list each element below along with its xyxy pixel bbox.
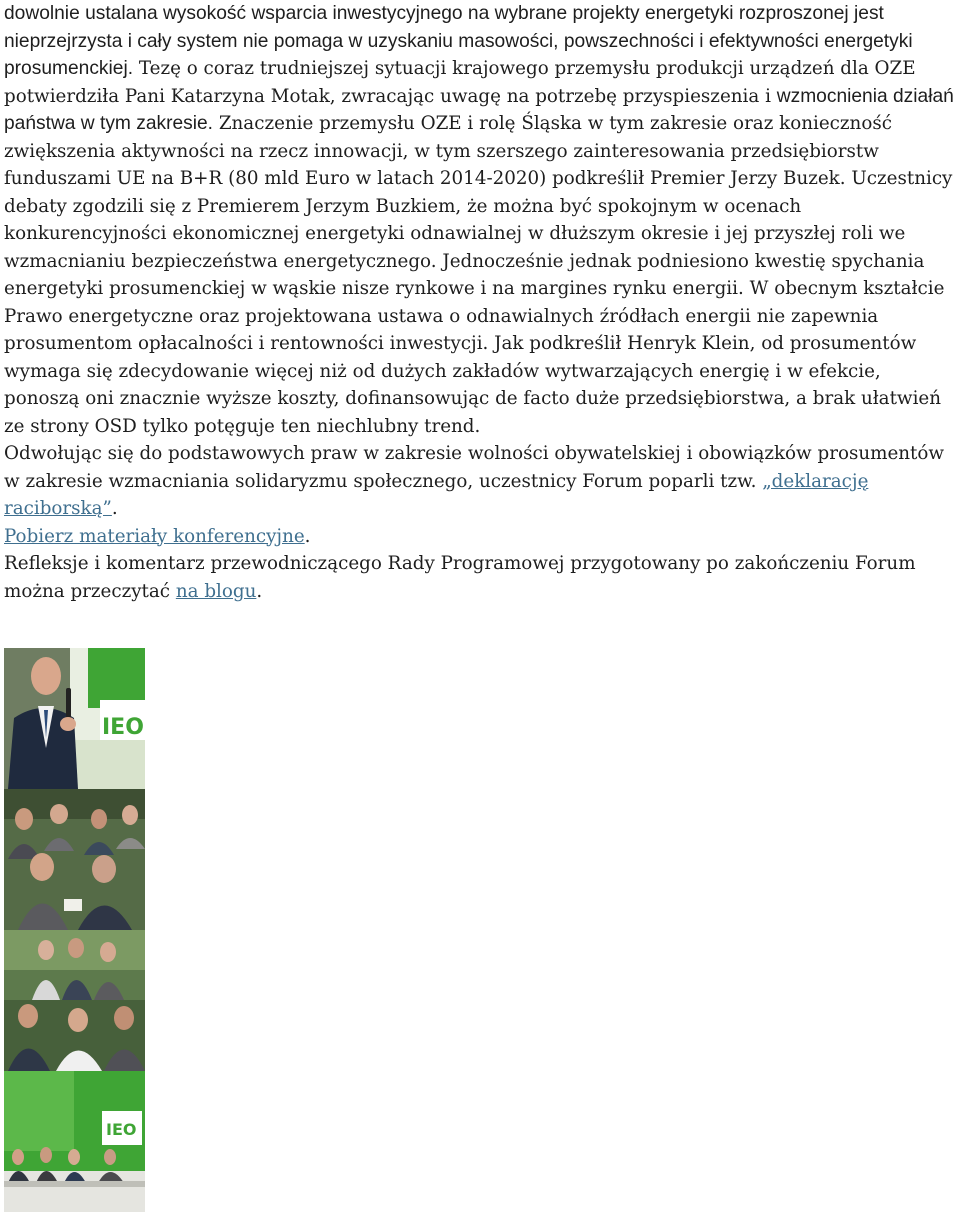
panel-audience-image — [4, 930, 145, 1071]
photo-gallery — [4, 648, 145, 1212]
blog-link[interactable]: na blogu — [175, 580, 257, 602]
panel-stage-image — [4, 1071, 145, 1212]
text-segment: Znaczenie przemysłu OZE i rolę Śląska w tym zakresie oraz konieczność zwiększenia aktywności na rzecz innowacji, w tym szerszego zainteresowania przedsiębiorstw funduszami UE na B+R (80 mld Euro w latach 2014-2020) podkreślił Premier Jerzy Buzek. Uczestnicy debaty zgodzili się z Premierem Jerzym Buzkiem, że można być spokojnym w ocenach konkurencyjności ekonomicznej energetyki odnawialnej w dłuższym okresie i jej przyszłej roli we wzmacnianiu bezpieczeństwa energetycznego. Jednocześnie jednak podniesiono kwestię spychania energetyki prosumenckiej w wąskie nisze rynkowe i na margines rynku energii. W obecnym kształcie Prawo energetyczne oraz projektowana ustawa o odnawialnych źródłach energii nie zapewnia prosumentom opłacalności i rentowności inwestycji. Jak podkreślił Henryk Klein, od prosumentów wymaga się zdecydowanie więcej niż od dużych zakładów wytwarzających energię i w efekcie, ponoszą oni znacznie wyższe koszty, dofinansowując de facto duże przedsiębiorstwa, a brak ułatwień ze strony OSD tylko potęguje ten niechlubny trend. — [4, 113, 953, 437]
audience-image — [4, 789, 145, 930]
download-materials-link[interactable]: Pobierz materiały konferencyjne — [4, 525, 305, 547]
text-segment: . — [304, 525, 311, 547]
text-segment: wzmocnienia działań państwa w tym zakresie. — [4, 85, 954, 134]
paragraph-blog — [4, 550, 958, 605]
text-segment: Odwołując się do podstawowych praw w zakresie wolności obywatelskiej i obowiązków prosumentów w zakresie wzmacniania solidaryzmu społecznego, uczestnicy Forum poparli tzw. — [4, 443, 945, 492]
panel-audience-photo[interactable] — [4, 930, 145, 1071]
text-segment: Tezę o coraz trudniejszej sytuacji krajowego przemysłu produkcji urządzeń dla OZE potwierdziła Pani Katarzyna Motak, zwracając uwagę na potrzebę przyspieszenia i — [4, 58, 916, 107]
text-segment: Refleksje i komentarz przewodniczącego Rady Programowej przygotowany po zakończeniu Forum można przeczytać — [4, 553, 916, 602]
panel-stage-photo[interactable] — [4, 1071, 145, 1212]
speaker-photo[interactable] — [4, 648, 145, 789]
text-segment: dowolnie ustalana wysokość wsparcia inwestycyjnego na wybrane projekty energetyki rozproszonej jest nieprzejrzysta i cały system nie pomaga w uzyskaniu masowości, powszechności i efektywności energetyki prosumenckiej. — [4, 3, 913, 79]
stage-banner-text: IEO — [106, 1120, 137, 1139]
declaration-link[interactable]: „deklarację raciborską” — [4, 470, 869, 519]
paragraph-debate — [4, 0, 958, 440]
speaker-image — [4, 648, 145, 789]
banner-logo-text: IEO — [102, 715, 144, 740]
audience-photo[interactable] — [4, 789, 145, 930]
text-segment: . — [256, 580, 263, 602]
text-segment: . — [111, 498, 118, 519]
article-body — [4, 0, 958, 605]
paragraph-materials — [4, 523, 958, 551]
paragraph-declaration — [4, 440, 958, 523]
